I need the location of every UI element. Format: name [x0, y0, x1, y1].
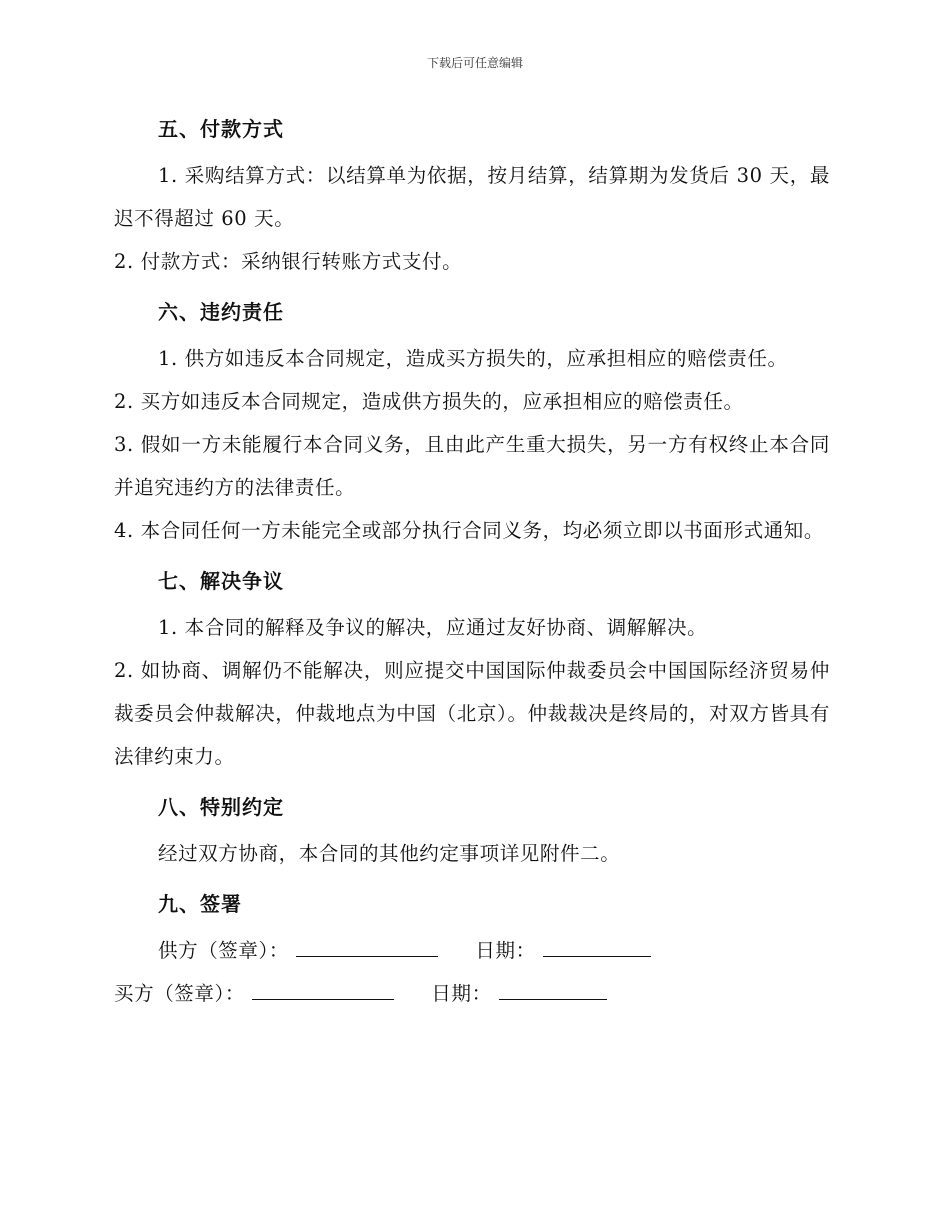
special-clause: 经过双方协商，本合同的其他约定事项详见附件二。 [158, 842, 621, 865]
supplier-date-field[interactable] [543, 936, 651, 957]
supplier-signature-label: 供方（签章）： [158, 939, 289, 962]
dispute-clause-2: 2. 如协商、调解仍不能解决，则应提交中国国际仲裁委员会中国国际经济贸易仲裁委员会仲裁解决，仲裁地点为中国（北京）。仲裁裁决是终局的，对双方皆具有法律约束力。 [114, 659, 830, 768]
buyer-signature-label: 买方（签章）： [114, 982, 245, 1005]
buyer-date-label: 日期： [431, 982, 492, 1005]
buyer-date-field[interactable] [499, 979, 607, 1000]
supplier-date-label: 日期： [475, 939, 536, 962]
buyer-signature-field[interactable] [252, 979, 394, 1000]
liability-clause-3: 3. 假如一方未能履行本合同义务，且由此产生重大损失，另一方有权终止本合同并追究违约方的法律责任。 [114, 433, 830, 499]
supplier-signature-field[interactable] [296, 936, 438, 957]
liability-clause-1: 1. 供方如违反本合同规定，造成买方损失的，应承担相应的赔偿责任。 [158, 347, 788, 370]
liability-clause-4: 4. 本合同任何一方未能完全或部分执行合同义务，均必须立即以书面形式通知。 [114, 519, 825, 542]
buyer-signature-row [114, 972, 830, 1015]
header-note: 下载后可任意编辑 [426, 56, 523, 70]
section-heading-dispute: 七、解决争议 [158, 569, 284, 593]
liability-clause-2: 2. 买方如违反本合同规定，造成供方损失的，应承担相应的赔偿责任。 [114, 390, 744, 413]
payment-clause-2: 2. 付款方式：采纳银行转账方式支付。 [114, 250, 463, 273]
section-heading-payment: 五、付款方式 [158, 117, 284, 141]
section-heading-special: 八、特别约定 [158, 795, 284, 819]
supplier-signature-row [114, 929, 830, 972]
payment-clause-1: 1. 采购结算方式：以结算单为依据，按月结算，结算期为发货后 30 天，最迟不得超过 60 天。 [114, 164, 830, 230]
dispute-clause-1: 1. 本合同的解释及争议的解决，应通过友好协商、调解解决。 [158, 616, 708, 639]
document-body [114, 108, 830, 1015]
section-heading-liability: 六、违约责任 [158, 300, 284, 324]
section-heading-signature: 九、签署 [158, 892, 242, 916]
